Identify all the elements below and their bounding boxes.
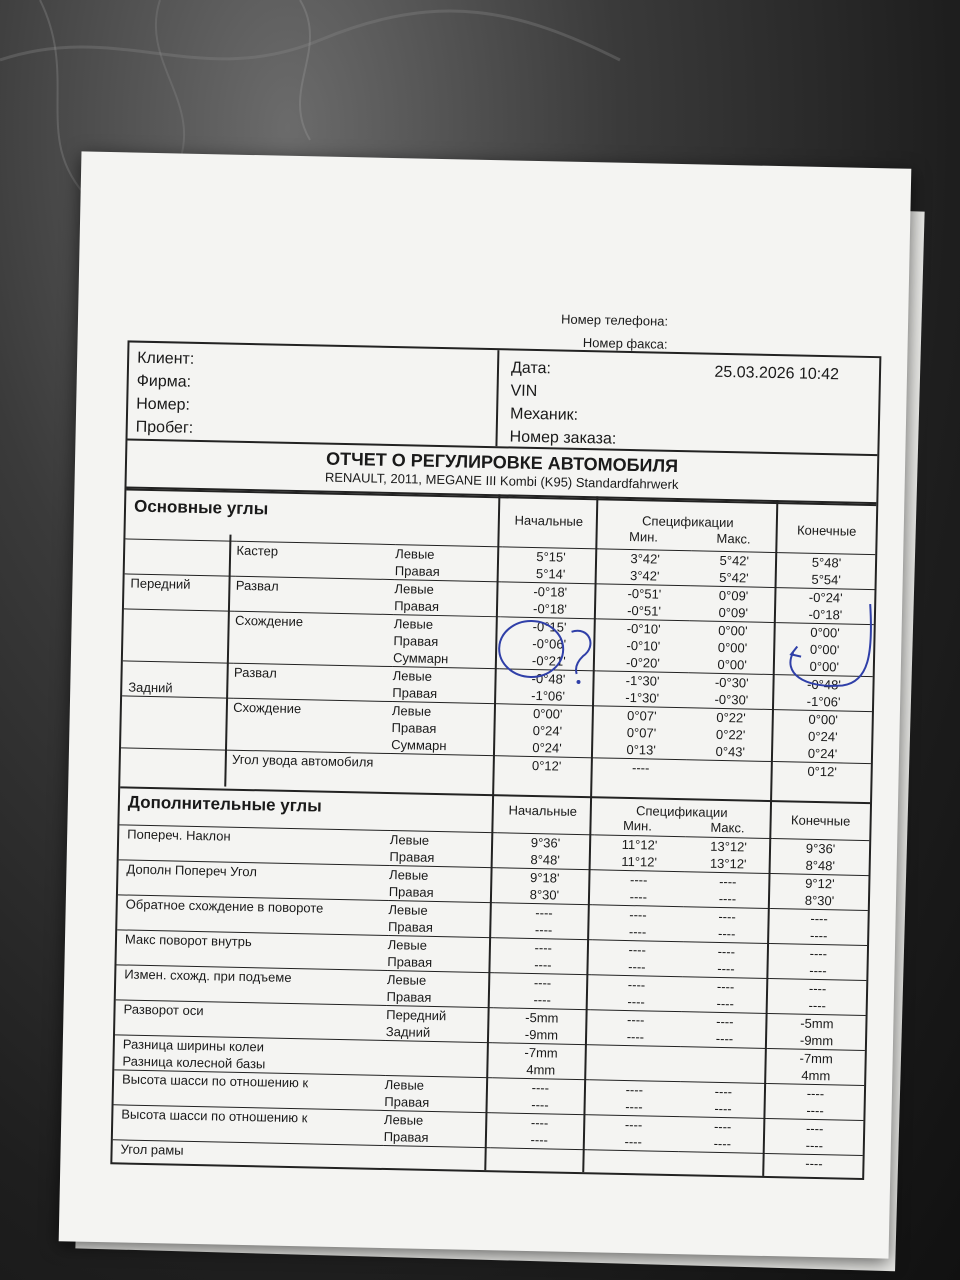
cell-init: 0°00' — [499, 704, 596, 724]
cell-min: 0°07' — [596, 706, 688, 725]
cell-side: Суммарн — [392, 650, 449, 667]
handwritten-circle-mark — [492, 616, 603, 688]
cell-group — [124, 591, 236, 611]
cell-init: ---- — [491, 1113, 588, 1133]
extra-col-initial: Начальные — [508, 802, 578, 819]
cell-side: Правая — [386, 989, 432, 1005]
cell-side: Левые — [384, 1110, 492, 1130]
extra-col-final: Конечные — [790, 812, 851, 829]
cell-side — [385, 1040, 493, 1060]
cell-side: Правая — [383, 1128, 429, 1145]
alignment-report-sheet — [59, 151, 912, 1258]
cell-fin: -0°24' — [777, 588, 874, 608]
cell-init: ---- — [530, 1132, 549, 1148]
cell-init: ---- — [495, 903, 592, 923]
cell-name: Угол увода автомобиля — [232, 750, 391, 771]
cell-init: -0°48' — [500, 669, 597, 689]
cell-init: 0°12' — [498, 756, 595, 776]
cell-side: Правая — [389, 849, 435, 865]
cell-max: ---- — [682, 977, 769, 996]
cell-max: ---- — [684, 872, 771, 891]
cell-name: Угол рамы — [112, 1140, 383, 1163]
cell-init: ---- — [492, 1078, 589, 1098]
cell-name: Развал — [236, 576, 395, 597]
cell-min: ---- — [590, 1010, 681, 1029]
cell-min: 11°12' — [621, 853, 658, 870]
cell-min: ---- — [628, 924, 647, 940]
cell-side: Левые — [390, 831, 498, 851]
cell-min: 0°07' — [626, 724, 657, 741]
firm-label: Фирма: — [136, 372, 192, 391]
main-col-spec: Спецификации — [641, 513, 734, 531]
main-col-initial: Начальные — [514, 512, 584, 530]
main-angles-title: Основные углы — [133, 496, 269, 519]
cell-max: ---- — [683, 907, 770, 926]
cell-name: Макс поворот внутрь — [117, 930, 388, 953]
cell-name: Обратное схождение в повороте — [118, 895, 389, 918]
main-col-min: Мин. — [628, 528, 659, 545]
cell-min: 3°42' — [599, 549, 691, 568]
cell-init: 8°30' — [529, 886, 560, 903]
cell-fin: ---- — [767, 1083, 864, 1103]
cell-min — [589, 1045, 680, 1064]
cell-name: Высота шасси по отношению к — [113, 1105, 384, 1128]
cell-init: -0°21' — [531, 652, 566, 669]
cell-max — [680, 1047, 767, 1066]
cell-side: Правая — [394, 563, 440, 580]
cell-min: 3°42' — [629, 568, 660, 584]
cell-group: Передний — [124, 574, 236, 594]
cell-max — [678, 1152, 765, 1171]
cell-max: 13°12' — [709, 855, 747, 872]
cell-name: Схождение — [233, 698, 392, 719]
cell-min: 0°13' — [626, 741, 656, 758]
cell-side — [383, 1145, 491, 1165]
cell-side: Левые — [389, 866, 497, 886]
cell-max: 0°00' — [689, 621, 777, 640]
cell-max — [686, 760, 774, 779]
cell-max: ---- — [713, 1135, 732, 1152]
cell-max: 0°09' — [718, 604, 749, 621]
extra-col-min: Мин. — [622, 817, 653, 834]
cell-init: 5°14' — [535, 566, 566, 582]
cell-max: 5°42' — [691, 551, 779, 570]
cell-init: ---- — [495, 938, 592, 958]
vehicle-subtitle: RENAULT, 2011, MEGANE III Kombi (K95) Standardfahrwerk — [324, 469, 679, 493]
cell-min: ---- — [592, 905, 683, 924]
cell-init: -1°06' — [531, 687, 566, 704]
cell-min: ---- — [629, 889, 648, 905]
cell-name: Высота шасси по отношению к — [114, 1070, 385, 1093]
cell-fin: ---- — [766, 1118, 863, 1138]
phone-label: Номер телефона: — [560, 311, 669, 329]
cell-min — [589, 1062, 680, 1081]
cell-side: Левые — [392, 702, 500, 722]
fax-label: Номер факса: — [582, 334, 668, 352]
mileage-label: Пробег: — [135, 418, 194, 437]
cell-side: Левые — [394, 580, 502, 600]
cell-fin: ---- — [769, 979, 866, 999]
cell-name: Измен. схожд. при подъеме — [116, 965, 387, 988]
cell-name: Разворот оси — [115, 1000, 386, 1023]
cell-max: ---- — [716, 995, 735, 1012]
cell-init: 9°18' — [496, 868, 593, 888]
cell-init: 0°24' — [532, 740, 562, 756]
cell-init: -0°18' — [502, 582, 599, 602]
cell-init: ---- — [531, 1097, 549, 1113]
cell-max: 0°00' — [717, 656, 747, 673]
cell-fin: ---- — [770, 909, 867, 929]
cell-init: -5mm — [493, 1008, 590, 1028]
client-block — [128, 342, 500, 446]
cell-name: Разница ширины колеи — [115, 1035, 386, 1058]
cell-fin: -0°18' — [808, 606, 843, 623]
cell-fin: 5°54' — [811, 571, 841, 588]
cell-fin: 0°24' — [807, 745, 838, 762]
main-col-final: Конечные — [796, 522, 857, 539]
cell-fin: ---- — [806, 1102, 824, 1119]
cell-min: ---- — [588, 1115, 679, 1134]
cell-fin: ---- — [770, 944, 867, 964]
cell-max: ---- — [680, 1082, 767, 1101]
cell-init: ---- — [534, 922, 553, 938]
mechanic-label: Механик: — [509, 405, 579, 424]
cell-fin: 8°30' — [804, 892, 835, 909]
cell-min: ---- — [589, 1080, 680, 1099]
cell-side: Правая — [391, 720, 437, 736]
cell-fin: ---- — [805, 1137, 824, 1154]
cell-max: 13°12' — [685, 837, 772, 856]
vin-label: VIN — [510, 382, 538, 401]
cell-min: ---- — [627, 994, 646, 1010]
cell-init: 0°24' — [532, 723, 563, 739]
cell-side: Задний — [385, 1023, 431, 1040]
cell-fin: 0°00' — [809, 641, 840, 658]
cell-min: ---- — [624, 1134, 643, 1150]
cell-name: Дополн Попереч Угол — [118, 860, 389, 883]
number-label: Номер: — [136, 395, 191, 414]
cell-name: Схождение — [235, 611, 394, 632]
cell-side — [391, 754, 499, 774]
cell-init: -7mm — [492, 1043, 589, 1063]
cell-side — [385, 1058, 493, 1078]
cell-min: -1°30' — [625, 689, 660, 706]
cell-min: ---- — [591, 975, 682, 994]
cell-fin: -1°06' — [806, 693, 841, 710]
cell-side: Левые — [395, 545, 503, 565]
cell-init: -9mm — [524, 1026, 559, 1043]
cell-side: Суммарн — [391, 737, 447, 754]
cell-side: Левые — [388, 936, 496, 956]
cell-init: -0°15' — [501, 617, 598, 637]
extra-col-max: Макс. — [710, 819, 745, 836]
cell-min: -0°51' — [627, 602, 662, 619]
cell-max: 0°09' — [690, 586, 778, 605]
report-title: ОТЧЕТ О РЕГУЛИРОВКЕ АВТОМОБИЛЯ — [325, 448, 679, 476]
cell-fin: 0°00' — [776, 623, 873, 643]
cell-init: ---- — [533, 992, 552, 1008]
cell-min: ---- — [592, 940, 683, 959]
cell-fin: -0°48' — [775, 675, 872, 695]
cell-min: ---- — [625, 1099, 643, 1115]
cell-max: ---- — [681, 1012, 768, 1031]
cell-side: Правая — [387, 954, 433, 970]
cell-side: Левые — [387, 971, 495, 991]
cell-max: ---- — [715, 1030, 734, 1047]
cell-fin: 0°00' — [774, 710, 871, 730]
cell-fin: -9mm — [799, 1032, 834, 1049]
cell-side: Передний — [386, 1006, 494, 1026]
cell-init — [490, 1148, 587, 1168]
cell-fin: ---- — [765, 1153, 862, 1173]
cell-fin: -7mm — [768, 1049, 865, 1069]
cell-min: -0°51' — [599, 584, 691, 603]
cell-fin: ---- — [809, 927, 828, 944]
cell-max: 0°22' — [715, 726, 746, 743]
cell-fin: ---- — [808, 997, 827, 1014]
cell-min: ---- — [595, 758, 687, 777]
date-label: Дата: — [510, 359, 552, 378]
cell-min: 11°12' — [594, 835, 685, 854]
date-block — [499, 350, 879, 454]
cell-max: ---- — [714, 1100, 732, 1117]
cell-max: 0°22' — [687, 708, 775, 727]
client-label: Клиент: — [137, 349, 195, 368]
cell-min: ---- — [626, 1029, 645, 1045]
cell-max: ---- — [679, 1117, 766, 1136]
cell-min: -1°30' — [597, 671, 689, 690]
cell-side: Левые — [388, 901, 496, 921]
cell-max: 0°00' — [717, 639, 748, 656]
cell-name: Кастер — [236, 541, 395, 562]
main-col-max: Макс. — [716, 530, 751, 547]
cell-name: Попереч. Наклон — [119, 825, 390, 848]
cell-init: -0°06' — [532, 635, 567, 652]
cell-init: 5°15' — [502, 547, 599, 567]
cell-side: Левые — [385, 1075, 493, 1095]
cell-max — [680, 1064, 767, 1083]
cell-fin: 0°00' — [809, 658, 840, 675]
cell-max: 5°42' — [719, 569, 749, 586]
cell-group — [123, 643, 235, 663]
cell-max: ---- — [717, 925, 736, 942]
cell-fin: -5mm — [768, 1014, 865, 1034]
cell-fin: 8°48' — [805, 857, 836, 874]
extra-angles-title: Дополнительные углы — [127, 792, 322, 816]
cell-max: ---- — [717, 960, 735, 977]
order-label: Номер заказа: — [509, 428, 617, 448]
cell-fin: 5°48' — [778, 553, 875, 573]
cell-side: Левые — [394, 615, 502, 635]
cell-fin: 9°12' — [771, 874, 868, 894]
cell-side: Правая — [393, 633, 439, 650]
cell-min: -0°10' — [598, 619, 690, 638]
cell-max: 0°43' — [715, 743, 746, 760]
cell-side: Правая — [387, 919, 434, 935]
cell-group: Задний — [128, 679, 173, 696]
cell-min: -0°10' — [626, 637, 661, 654]
cell-init: 8°48' — [530, 851, 560, 868]
cell-fin: 0°24' — [807, 728, 838, 745]
cell-side: Правая — [384, 1093, 430, 1110]
cell-max: -0°30' — [714, 691, 749, 708]
cell-side: Левые — [393, 667, 501, 687]
cell-min: ---- — [628, 959, 646, 975]
cell-group — [121, 748, 233, 768]
cell-init: 4mm — [526, 1061, 556, 1078]
cell-min: ---- — [593, 870, 684, 889]
cell-min: -0°20' — [625, 654, 660, 671]
date-value: 25.03.2026 10:42 — [714, 363, 840, 384]
cell-group — [121, 730, 233, 750]
cell-init: -0°18' — [532, 600, 567, 617]
cell-max: -0°30' — [688, 673, 776, 692]
cell-name: Развал — [234, 663, 393, 684]
handwritten-bracket-mark — [772, 592, 884, 694]
report-frame — [110, 340, 881, 1180]
cell-max: ---- — [718, 890, 737, 907]
cell-fin: 0°12' — [773, 762, 870, 782]
cell-side: Правая — [388, 884, 434, 900]
cell-fin: 4mm — [801, 1067, 831, 1084]
cell-init: ---- — [494, 973, 591, 993]
cell-init: ---- — [534, 957, 552, 973]
cell-fin: 9°36' — [772, 839, 869, 859]
extra-col-spec: Спецификации — [635, 803, 728, 821]
cell-min — [587, 1150, 678, 1169]
cell-name: Разница колесной базы — [122, 1053, 266, 1072]
cell-max: ---- — [683, 942, 770, 961]
cell-init: 9°36' — [497, 833, 594, 853]
cell-group — [122, 661, 234, 681]
cell-fin: ---- — [809, 962, 827, 979]
cell-side: Правая — [392, 685, 438, 701]
cell-side: Правая — [394, 598, 440, 615]
